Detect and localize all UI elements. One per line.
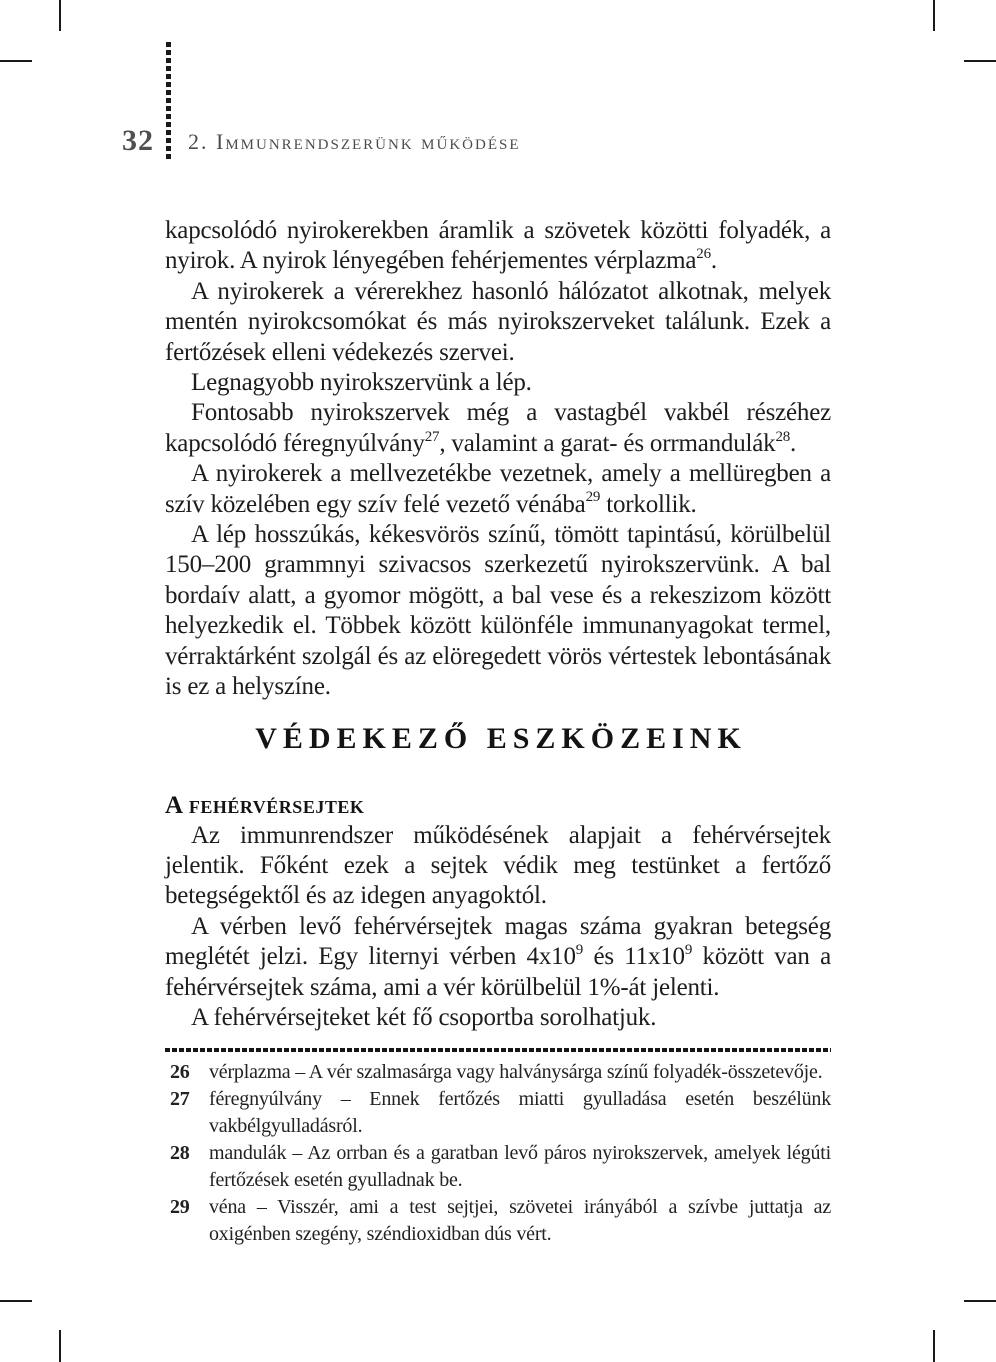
crop-mark-top-right-vertical	[933, 0, 935, 31]
paragraph: A nyirokerek a vérerekhez hasonló hálózatot alkotnak, melyek mentén nyirokcsomókat és más nyirokszerveket találunk. Ezek a fertőzések elleni védekezés szervei.	[165, 277, 831, 366]
crop-mark-top-left-vertical	[59, 0, 61, 31]
header-dotted-rule	[166, 42, 171, 161]
footnote-number: 29	[170, 1196, 190, 1219]
footnote	[165, 1140, 831, 1194]
paragraph: Fontosabb nyirokszervek még a vastagbél vakbél részéhez kapcsolódó féregnyúlvány$^{27}$, valamint a garat- és orrmandulák$^{28}$.	[165, 399, 831, 457]
footnote-reference: 29	[585, 489, 601, 506]
footnote-reference: 9	[684, 941, 693, 958]
crop-mark-top-left-horizontal	[0, 60, 32, 62]
footnote-reference: 27	[424, 428, 440, 445]
footnote-text: féregnyúlvány – Ennek fertőzés miatti gyulladása esetén beszélünk vakbélgyulladásról.	[209, 1088, 831, 1138]
footnote-text: vérplazma – A vér szalmasárga vagy halványsárga színű folyadék-összetevője.	[209, 1061, 823, 1084]
footnote-number: 26	[170, 1061, 190, 1084]
footnote-number: 28	[170, 1142, 190, 1165]
paragraph: A vérben levő fehérvérsejtek magas száma gyakran betegség meglétét jelzi. Egy liternyi vérben $4x10^9$ és $11x10^9$ között van a fehérvérsejtek száma, ami a vér körülbelül 1%-át jelenti.	[165, 912, 831, 1001]
footnote	[165, 1059, 831, 1086]
page-number: 32	[122, 124, 154, 157]
footnote-separator-dotted-rule	[165, 1048, 831, 1052]
footnote-reference: 28	[775, 428, 791, 445]
text-column	[165, 216, 831, 1248]
footnote-text: véna – Visszér, ami a test sejtjei, szövetei irányából a szívbe juttatja az oxigénben szegény, széndioxidban dús vért.	[209, 1196, 831, 1246]
paragraph: Az immunrendszer működésének alapjait a fehérvérsejtek jelentik. Főként ezek a sejtek védik meg testünket a fertőző betegségektől és az idegen anyagoktól.	[165, 821, 831, 910]
crop-mark-top-right-horizontal	[964, 60, 996, 62]
crop-mark-bottom-left-vertical	[59, 1330, 61, 1362]
running-header: 2. Immunrendszerünk működése	[188, 129, 521, 154]
crop-mark-bottom-left-horizontal	[0, 1300, 32, 1302]
subsection-heading: A fehérvérsejtek	[165, 791, 365, 819]
footnote-reference: 26	[696, 246, 711, 263]
paragraph: A fehérvérsejteket két fő csoportba sorolhatjuk.	[191, 1003, 657, 1031]
body-paragraphs-after-heading	[165, 821, 831, 1034]
footnotes-block	[165, 1059, 831, 1248]
paragraph: A nyirokerek a mellvezetékbe vezetnek, amely a mellüregben a szív közelében egy szív felé vezető vénába$^{29}$ torkollik.	[165, 460, 831, 518]
paragraph: kapcsolódó nyirokerekben áramlik a szövetek közötti folyadék, a nyirok. A nyirok lényegében fehérjementes vérplazma$^{26}$.	[165, 217, 831, 275]
footnote-number: 27	[170, 1088, 190, 1111]
crop-mark-bottom-right-horizontal	[964, 1300, 996, 1302]
crop-mark-bottom-right-vertical	[933, 1330, 935, 1362]
section-heading: VÉDEKEZŐ ESZKÖZEINK	[255, 721, 747, 755]
body-paragraphs-before-heading	[165, 216, 831, 703]
paragraph: Legnagyobb nyirokszervünk a lép.	[191, 369, 532, 397]
footnote-reference: 9	[575, 941, 584, 958]
footnote	[165, 1194, 831, 1248]
footnote	[165, 1086, 831, 1140]
paragraph: A lép hosszúkás, kékesvörös színű, tömött tapintású, körülbelül 150–200 grammnyi szivacsos szerkezetű nyirokszervünk. A bal bordaív alatt, a gyomor mögött, a bal vese és a rekeszizom között helyezkedik el. Többek között különféle immunanyagokat termel, vérraktárként szolgál és az elöregedett vörös vértestek lebontásának is ez a helyszíne.	[165, 521, 831, 701]
footnote-text: mandulák – Az orrban és a garatban levő páros nyirokszervek, amelyek légúti fertőzések esetén gyulladnak be.	[209, 1142, 831, 1192]
